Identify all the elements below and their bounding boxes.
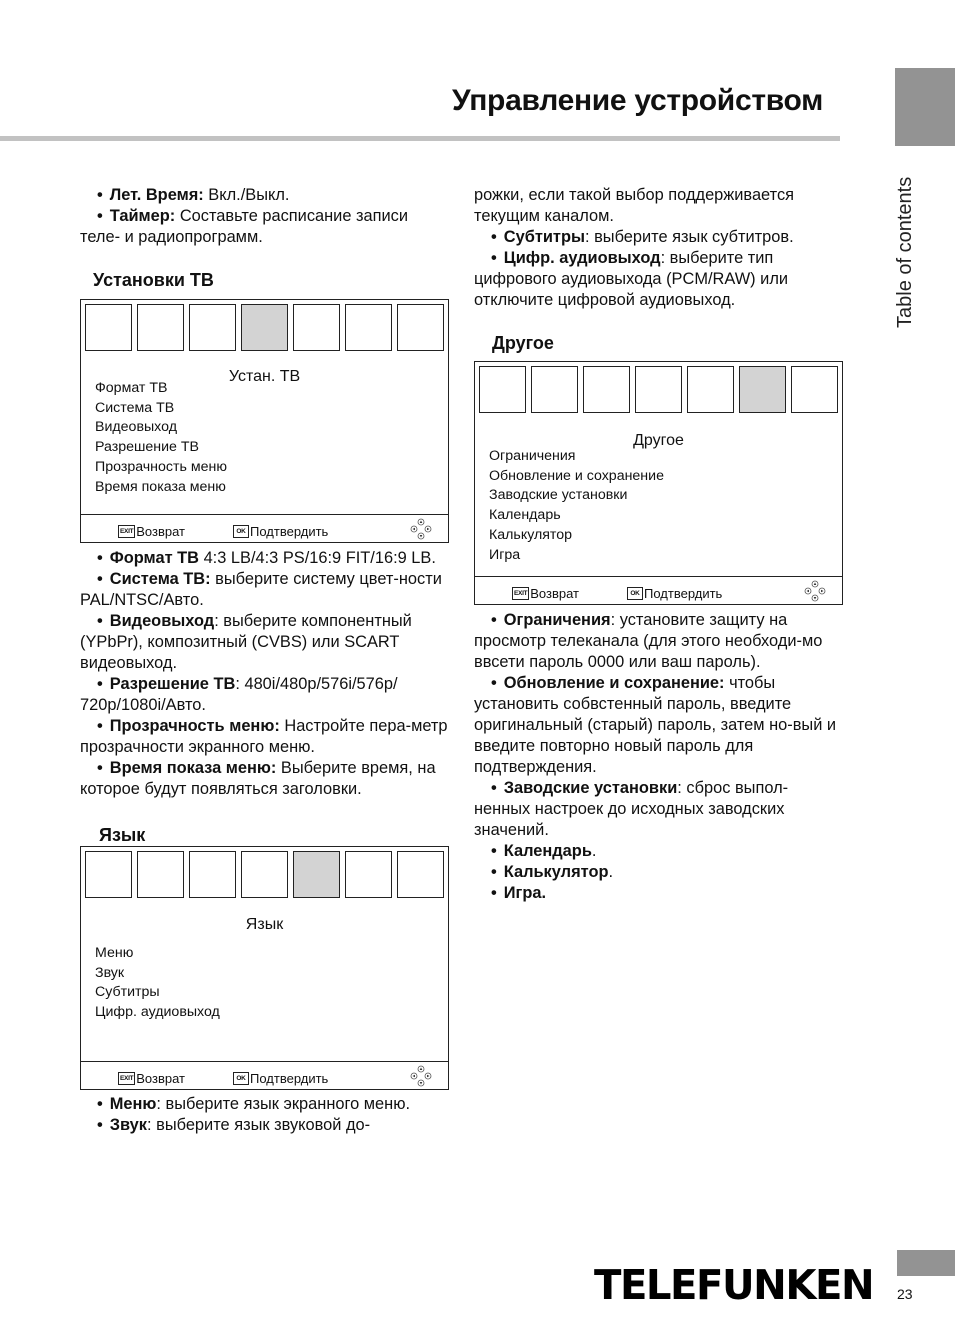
- osd-menu-item[interactable]: Ограничения: [489, 448, 576, 464]
- osd-tab-icon[interactable]: [189, 304, 236, 351]
- bullet-item: • Меню: выберите язык экранного меню.: [97, 1095, 411, 1113]
- osd-tv-settings: [80, 299, 449, 543]
- osd-menu-item[interactable]: Калькулятор: [489, 526, 573, 543]
- osd-tab-icon[interactable]: [189, 851, 236, 898]
- back-label: Возврат: [530, 586, 579, 601]
- section-heading-tv-settings: Установки ТВ: [93, 270, 214, 290]
- osd-menu-item[interactable]: Субтитры: [95, 984, 160, 1001]
- osd-tab-icon[interactable]: [345, 304, 392, 351]
- back-label: Возврат: [136, 1071, 185, 1086]
- bullet-item: • Игра.: [491, 884, 547, 902]
- navigation-arrows-icon: [410, 518, 432, 540]
- osd-footer: [475, 576, 842, 604]
- bullet-item: • Субтитры: выберите язык субтитров.: [491, 228, 794, 246]
- title-divider: [0, 136, 840, 141]
- bullet-item: • Прозрачность меню: Настройте пера-метр прозрачности экранного меню.: [80, 717, 448, 756]
- osd-menu-item[interactable]: Заводские установки: [489, 487, 628, 504]
- osd-footer: [81, 514, 448, 542]
- osd-menu-item[interactable]: Время показа меню: [95, 478, 226, 495]
- osd-icon-row: [479, 366, 838, 413]
- continuation-text: рожки, если такой выбор поддерживается текущим каналом.: [474, 186, 795, 225]
- footer-tab-marker: [897, 1250, 955, 1276]
- osd-menu-item[interactable]: Видеовыход: [95, 419, 177, 436]
- osd-menu-item[interactable]: Календарь: [489, 507, 561, 524]
- osd-tab-icon-active[interactable]: [241, 304, 288, 351]
- osd-tab-icon[interactable]: [293, 304, 340, 351]
- exit-key-icon: EXIT: [512, 587, 529, 600]
- osd-language: [80, 846, 449, 1090]
- back-button[interactable]: [512, 583, 579, 604]
- bullet-item: • Ограничения: установите защиту на просмотр телеканала (для этого необходи-мо ввсети пароль 0000 или ваш пароль).: [474, 611, 823, 671]
- osd-tab-icon[interactable]: [85, 851, 132, 898]
- ok-key-icon: OK: [627, 587, 643, 600]
- page-number: 23: [897, 1286, 913, 1302]
- side-tab-label[interactable]: [890, 160, 926, 330]
- osd-tab-icon[interactable]: [137, 851, 184, 898]
- exit-key-icon: EXIT: [118, 525, 135, 538]
- exit-key-icon: EXIT: [118, 1072, 135, 1085]
- back-button[interactable]: [118, 521, 185, 542]
- osd-tab-icon[interactable]: [241, 851, 288, 898]
- osd-tab-icon[interactable]: [583, 366, 630, 413]
- bullet-item: • Звук: выберите язык звуковой до-: [97, 1116, 371, 1134]
- navigation-arrows-icon: [410, 1065, 432, 1087]
- confirm-label: Подтвердить: [250, 1071, 329, 1086]
- osd-tab-icon[interactable]: [397, 851, 444, 898]
- confirm-button[interactable]: [233, 1068, 328, 1089]
- section-heading-language: Язык: [99, 825, 146, 845]
- bullet-item: • Время показа меню: Выберите время, на которое будут появляться заголовки.: [80, 759, 436, 798]
- bullet-item: • Обновление и сохранение: чтобы установить собвстенный пароль, введите оригинальный (старый) пароль, затем но-вый и введите повторно новый пароль для подтверждения.: [474, 674, 837, 776]
- osd-footer: [81, 1061, 448, 1089]
- osd-title: Другое: [633, 432, 684, 449]
- ok-key-icon: OK: [233, 525, 249, 538]
- osd-menu-item[interactable]: Обновление и сохранение: [489, 467, 664, 484]
- confirm-button[interactable]: [627, 583, 722, 604]
- osd-tab-icon[interactable]: [397, 304, 444, 351]
- bullet-item: • Калькулятор.: [491, 863, 614, 881]
- back-label: Возврат: [136, 524, 185, 539]
- osd-menu-item[interactable]: Игра: [489, 546, 521, 563]
- osd-title: Язык: [245, 916, 284, 933]
- right-column: [474, 185, 844, 904]
- osd-tab-icon[interactable]: [85, 304, 132, 351]
- osd-icon-row: [85, 851, 444, 898]
- osd-menu-item[interactable]: Меню: [95, 945, 134, 961]
- osd-menu-item[interactable]: Формат ТВ: [95, 380, 168, 396]
- navigation-arrows-icon: [804, 580, 826, 602]
- osd-menu-list: [95, 944, 220, 1023]
- osd-tab-icon[interactable]: [531, 366, 578, 413]
- bullet-item: • Система ТВ: выберите систему цвет-ности PAL/NTSC/Авто.: [80, 570, 442, 609]
- osd-menu-item[interactable]: Система ТВ: [95, 399, 175, 416]
- bullet-item: • Формат ТВ 4:3 LB/4:3 PS/16:9 FIT/16:9 LB.: [97, 549, 436, 567]
- side-tab-text: Table of contents: [894, 176, 916, 328]
- left-column: [80, 185, 450, 1136]
- section-heading-other: Другое: [492, 333, 554, 353]
- bullet-item: • Разрешение ТВ: 480i/480p/576i/576p/ 720p/1080i/Авто.: [80, 675, 398, 714]
- osd-tab-icon[interactable]: [791, 366, 838, 413]
- osd-menu-item[interactable]: Разрешение ТВ: [95, 439, 200, 456]
- osd-menu-list: [489, 447, 664, 565]
- osd-other: [474, 361, 843, 605]
- page-title: Управление устройством: [452, 84, 823, 117]
- osd-menu-item[interactable]: Звук: [95, 964, 125, 981]
- osd-tab-icon-active[interactable]: [739, 366, 786, 413]
- confirm-label: Подтвердить: [644, 586, 723, 601]
- confirm-label: Подтвердить: [250, 524, 329, 539]
- osd-tab-icon[interactable]: [635, 366, 682, 413]
- osd-tab-icon[interactable]: [137, 304, 184, 351]
- osd-tab-icon[interactable]: [345, 851, 392, 898]
- bullet-item: • Заводские установки: сброс выпол-ненных настроек до исходных заводских значений.: [474, 779, 789, 839]
- bullet-item: • Лет. Время: Вкл./Выкл.: [97, 186, 290, 204]
- osd-menu-item[interactable]: Цифр. аудиовыход: [95, 1004, 220, 1021]
- confirm-button[interactable]: [233, 521, 328, 542]
- bullet-item: • Видеовыход: выберите компонентный (YPbPr), композитный (CVBS) или SCART видеовыход.: [80, 612, 412, 672]
- brand-logo: TELEFUNKEN: [594, 1261, 874, 1309]
- osd-tab-icon[interactable]: [687, 366, 734, 413]
- osd-tab-icon-active[interactable]: [293, 851, 340, 898]
- bullet-item: • Цифр. аудиовыход: выберите тип цифрового аудиовыхода (PCM/RAW) или отключите цифровой аудиовыход.: [474, 249, 789, 309]
- ok-key-icon: OK: [233, 1072, 249, 1085]
- osd-icon-row: [85, 304, 444, 351]
- side-tab-marker: [895, 68, 955, 146]
- back-button[interactable]: [118, 1068, 185, 1089]
- bullet-item: • Календарь.: [491, 842, 597, 860]
- osd-title: Устан. ТВ: [228, 368, 301, 385]
- bullet-item: • Таймер: Составьте расписание записи теле- и радиопрограмм.: [80, 207, 409, 246]
- osd-tab-icon[interactable]: [479, 366, 526, 413]
- osd-menu-item[interactable]: Прозрачность меню: [95, 458, 227, 475]
- osd-menu-list: [95, 379, 227, 497]
